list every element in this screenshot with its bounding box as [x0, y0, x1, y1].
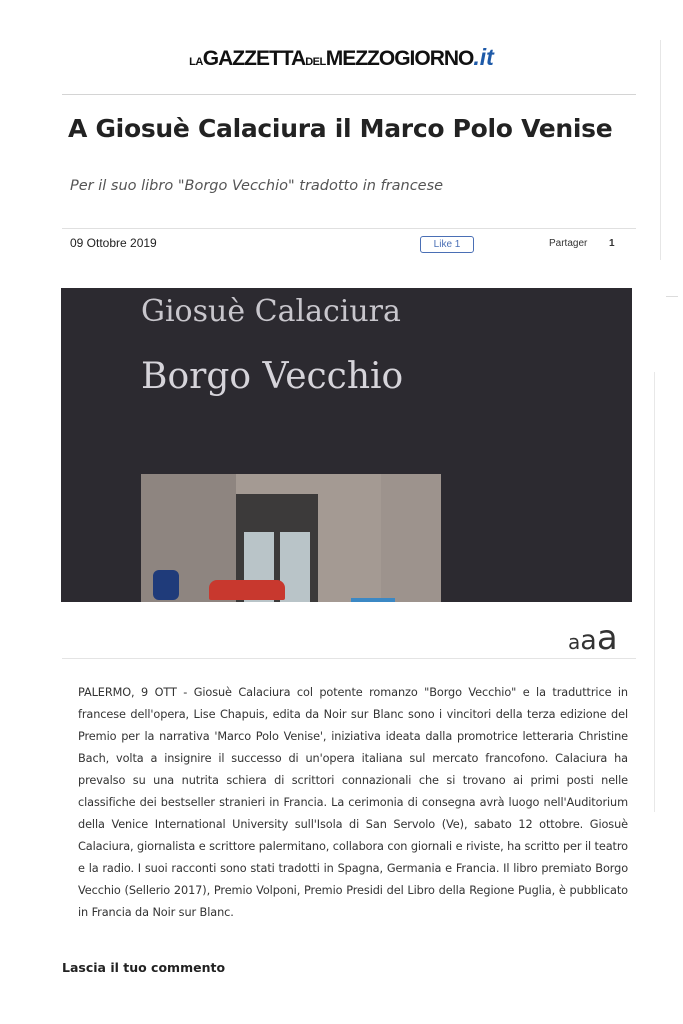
page-edge-tick: [666, 296, 678, 297]
site-logo[interactable]: [189, 44, 494, 71]
logo-la: LA: [189, 56, 203, 68]
header-divider: [62, 94, 636, 95]
article-date: 09 Ottobre 2019: [70, 236, 157, 250]
text-size-medium-button[interactable]: a: [580, 625, 597, 656]
share-count: 1: [609, 238, 615, 249]
share-button[interactable]: Partager: [549, 238, 588, 249]
text-size-control: [568, 618, 618, 658]
article-subtitle: Per il suo libro "Borgo Vecchio" tradotto in francese: [70, 178, 444, 194]
cover-title: Borgo Vecchio: [141, 356, 404, 397]
page-edge-line: [660, 40, 661, 260]
article-title: A Giosuè Calaciura il Marco Polo Venise: [68, 114, 613, 143]
text-size-small-button[interactable]: a: [568, 630, 581, 654]
book-cover-image: [61, 288, 632, 602]
cover-laundry-blue: [153, 570, 179, 600]
meta-divider: [62, 228, 636, 229]
cover-wall-right: [381, 474, 441, 602]
cover-laundry-red: [209, 580, 285, 600]
text-size-large-button[interactable]: a: [596, 618, 618, 658]
cover-photo: [141, 474, 441, 602]
logo-gazzetta: GAZZETTA: [202, 47, 306, 70]
logo-mezzogiorno: MEZZOGIORNO: [325, 47, 474, 70]
logo-del: DEL: [305, 56, 326, 68]
page-edge-line-lower: [654, 372, 655, 812]
body-divider: [62, 658, 636, 659]
cover-laundry-cyan: [351, 598, 395, 602]
like-button[interactable]: Like 1: [420, 236, 474, 253]
logo-it: .it: [473, 44, 494, 70]
leave-comment-link[interactable]: Lascia il tuo commento: [62, 960, 226, 975]
cover-author: Giosuè Calaciura: [141, 294, 401, 329]
masthead: [0, 44, 683, 71]
article-body: PALERMO, 9 OTT - Giosuè Calaciura col potente romanzo "Borgo Vecchio" e la traduttrice in francese dell'opera, Lise Chapuis, edita da Noir sur Blanc sono i vincitori della terza edizione del Premio per la narrativa 'Marco Polo Venise', iniziativa ideata dalla promotrice letteraria Christine Bach, volta a insignire il successo di un'opera italiana sul mercato francofono. Calaciura ha prevalso su una nutrita schiera di scrittori connazionali che si trovano ai primi posti nelle classifiche dei bestseller stranieri in Francia. La cerimonia di consegna avrà luogo nell'Auditorium della Venice International University sull'Isola di San Servolo (Ve), sabato 12 ottobre. Giosuè Calaciura, giornalista e scrittore palermitano, collabora con giornali e riviste, ha scritto per il teatro e la radio. I suoi racconti sono stati tradotti in Spagna, Germania e Francia. Il libro premiato Borgo Vecchio (Sellerio 2017), Premio Volponi, Premio Presidi del Libro della Regione Puglia, è pubblicato in Francia da Noir sur Blanc.: [78, 686, 628, 919]
